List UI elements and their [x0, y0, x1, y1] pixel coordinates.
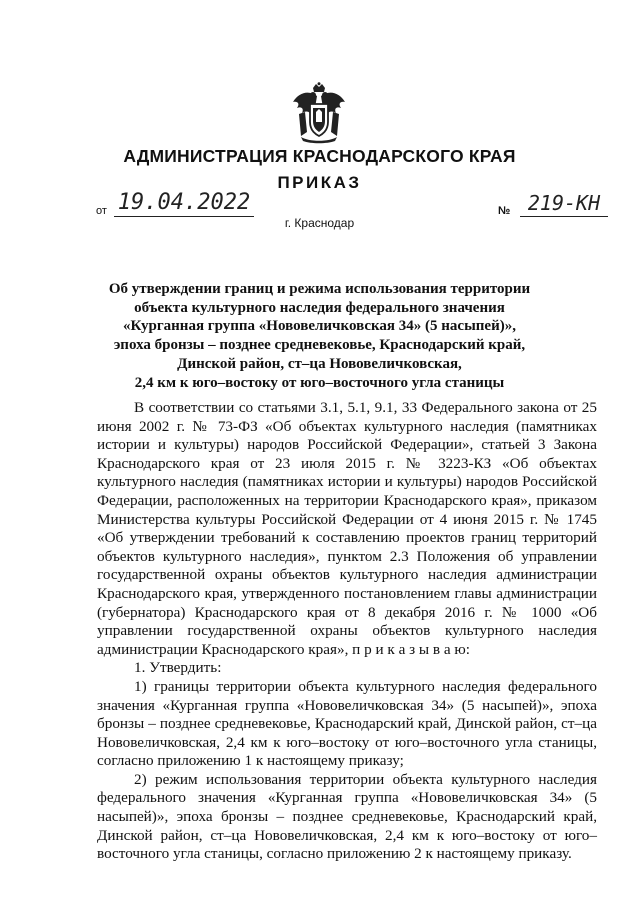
document-type: ПРИКАЗ [277, 173, 362, 192]
body-paragraph: 2) режим использования территории объекта культурного наследия федерального значения «Курганная группа «Нововеличковская 34» (5 насыпей)», эпоха бронзы – позднее средневековье, Краснодарский край, Динской район, ст–ца Нововеличковская, 2,4 км к юго–востоку от юго–восточного угла станицы, согласно приложению 2 к настоящему приказу. [97, 770, 597, 863]
title-line: эпоха бронзы – позднее средневековье, Краснодарский край, [113, 337, 526, 354]
date-value: 19.04.2022 [114, 190, 254, 217]
number-label: № [498, 205, 511, 217]
number-value: 219-КН [520, 190, 608, 217]
document-title [60, 280, 579, 392]
organization-name: АДМИНИСТРАЦИЯ КРАСНОДАРСКОГО КРАЯ [123, 146, 516, 166]
body-paragraph: 1) границы территории объекта культурного наследия федерального значения «Курганная группа «Нововеличковская 34» (5 насыпей)», эпоха бронзы – позднее средневековье, Краснодарский край, Динской район, ст–ца Нововеличковская, 2,4 км к юго–востоку от юго–восточного угла станицы, согласно приложению 1 к настоящему приказу; [97, 677, 597, 770]
title-line: «Курганная группа «Нововеличковская 34» (5 насыпей)», [123, 318, 516, 335]
body-paragraph: 1. Утвердить: [134, 659, 222, 677]
title-line: Динской район, ст–ца Нововеличковская, [177, 355, 462, 372]
city: г. Краснодар [284, 216, 355, 230]
date-label: от [96, 205, 107, 217]
title-line: объекта культурного наследия федерального значения [134, 299, 505, 316]
title-line: Об утверждении границ и режима использования территории [108, 281, 531, 297]
body-paragraph: В соответствии со статьями 3.1, 5.1, 9.1, 33 Федерального закона от 25 июня 2002 г. № 73-ФЗ «Об объектах культурного наследия (памятниках истории и культуры) народов Российской Федерации», статьей 3 Закона Краснодарского края от 23 июля 2015 г. № 3223-КЗ «Об объектах культурного наследия (памятниках истории и культуры) народов Российской Федерации, расположенных на территории Краснодарского края», приказом Министерства культуры Российской Федерации от 4 июня 2015 г. № 1745 «Об утверждении требований к составлению проектов границ территорий объектов культурного наследия», пунктом 2.3 Положения об управлении государственной охраны объектов культурного наследия администрации Краснодарского края, утвержденного постановлением главы администрации (губернатора) Краснодарского края от 8 декабря 2016 г. № 1000 «Об управлении государственной охраны объектов культурного наследия администрации Краснодарского края», п р и к а з ы в а ю: [97, 399, 597, 658]
coat-of-arms-icon [291, 82, 347, 144]
document-body [97, 399, 597, 864]
title-line: 2,4 км к юго–востоку от юго–восточного угла станицы [134, 374, 505, 391]
